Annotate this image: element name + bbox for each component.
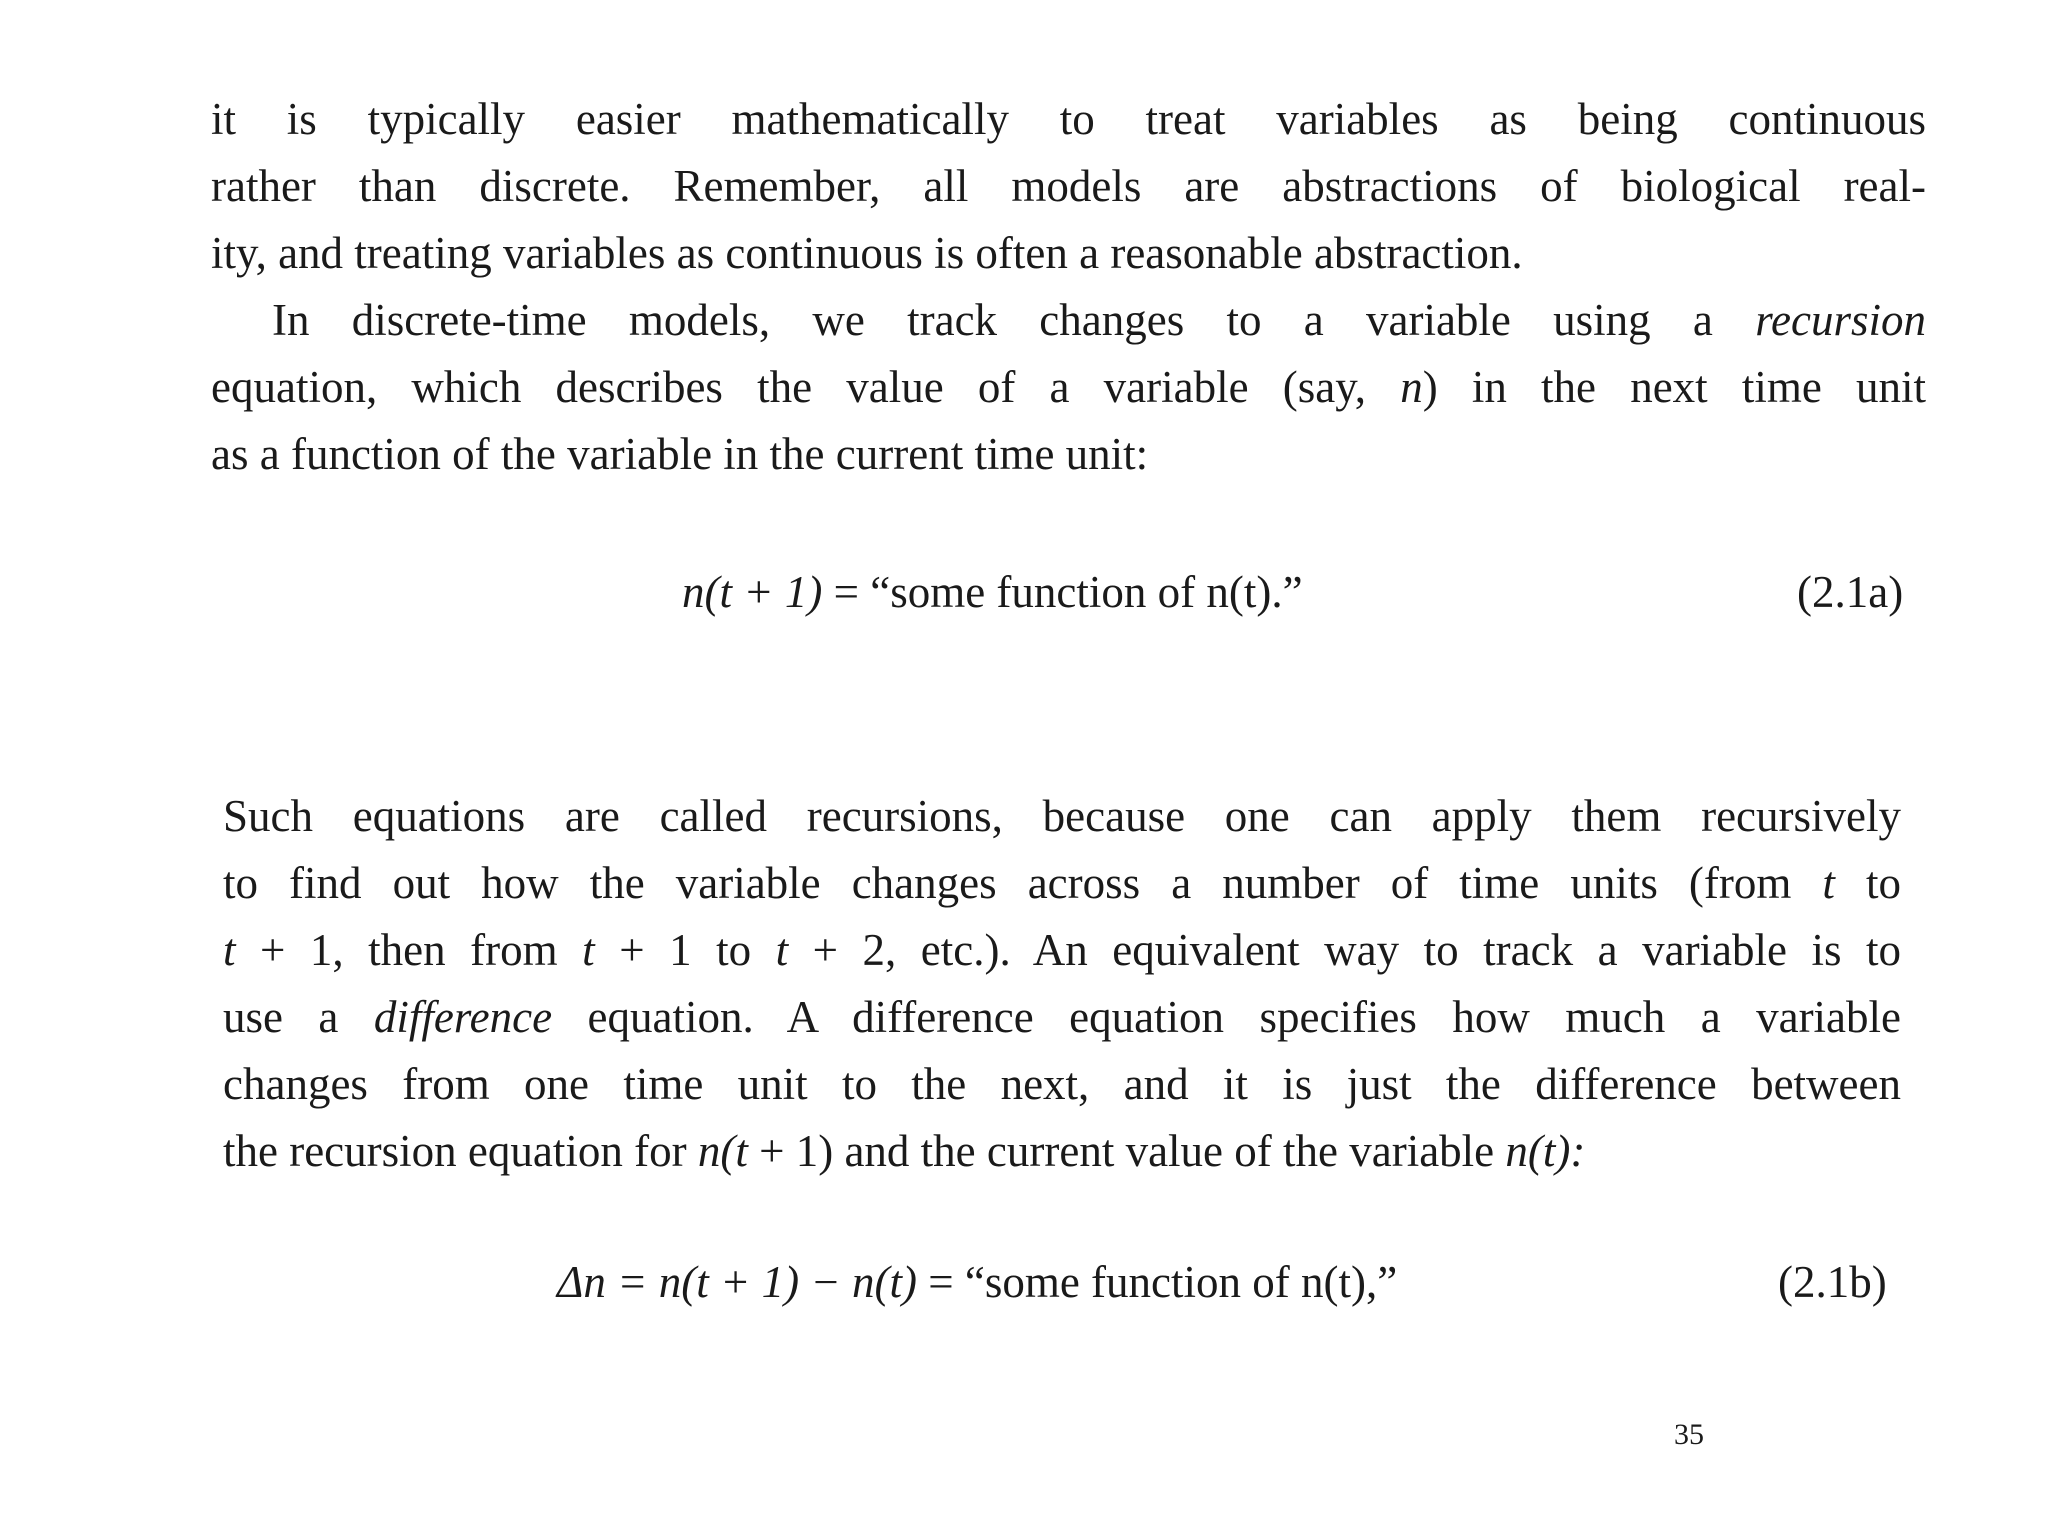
paragraph-2-line bbox=[211, 287, 1926, 354]
paragraph-3-text: + 1) and the current value of the variable bbox=[759, 1126, 1495, 1176]
paragraph-2-line bbox=[211, 354, 1926, 421]
equation-2-1a bbox=[682, 562, 1303, 622]
paragraph-3-text: to find out how the variable changes across a number of time units (from bbox=[223, 858, 1792, 908]
paragraph-3-text: equation. A difference equation specifies how much a variable bbox=[587, 992, 1902, 1042]
paragraph-3-text: + 2, etc.). An equivalent way to track a variable is to bbox=[812, 925, 1902, 975]
equation-lhs: n(t + 1) bbox=[682, 567, 823, 617]
equation-number: (2.1a) bbox=[1797, 567, 1904, 617]
text-block-bottom bbox=[223, 783, 1901, 1185]
paragraph-1-line: it is typically easier mathematically to treat variables as being continuous bbox=[211, 94, 1926, 144]
paragraph-2-text: In discrete-time models, we track changes to a variable using a bbox=[272, 295, 1713, 345]
paragraph-3-line bbox=[223, 984, 1901, 1051]
equation-number: (2.1b) bbox=[1778, 1257, 1887, 1307]
equation-rhs: = “some function of n(t),” bbox=[928, 1257, 1398, 1307]
difference-term: difference bbox=[373, 992, 553, 1042]
paragraph-1-line: rather than discrete. Remember, all models are abstractions of biological real- bbox=[211, 161, 1926, 211]
variable-t: t bbox=[775, 925, 789, 975]
paragraph-2-text: equation, which describes the value of a variable (say, bbox=[211, 362, 1367, 412]
expression-n-t: n(t bbox=[697, 1126, 748, 1176]
equation-lhs: Δn = n(t + 1) − n(t) bbox=[557, 1257, 917, 1307]
expression-n-t: n(t): bbox=[1505, 1126, 1586, 1176]
variable-n: n bbox=[1400, 362, 1423, 412]
paragraph-3-text: the recursion equation for bbox=[223, 1126, 687, 1176]
variable-t: t bbox=[223, 925, 236, 975]
paragraph-3-text: + 1, then from bbox=[260, 925, 558, 975]
paragraph-3-line: changes from one time unit to the next, and it is just the difference between bbox=[223, 1059, 1901, 1109]
paragraph-3-text: + 1 to bbox=[619, 925, 752, 975]
paragraph-3-text: use a bbox=[223, 992, 339, 1042]
variable-t: t bbox=[1822, 858, 1835, 908]
equation-rhs: = “some function of n(t).” bbox=[833, 567, 1303, 617]
paragraph-3-line bbox=[223, 1118, 1901, 1185]
variable-t: t bbox=[582, 925, 595, 975]
paragraph-3-line bbox=[223, 917, 1901, 984]
text-block-top bbox=[211, 86, 1926, 488]
paragraph-3-line: Such equations are called recursions, because one can apply them recursively bbox=[223, 791, 1901, 841]
paragraph-1-line: ity, and treating variables as continuous is often a reasonable abstraction. bbox=[211, 228, 1523, 278]
paragraph-3-line bbox=[223, 850, 1901, 917]
recursion-term: recursion bbox=[1755, 295, 1927, 345]
paragraph-2-text: ) in the next time unit bbox=[1422, 362, 1926, 412]
equation-2-1b bbox=[557, 1252, 1397, 1312]
paragraph-2-line: as a function of the variable in the current time unit: bbox=[211, 429, 1149, 479]
paragraph-3-text: to bbox=[1866, 858, 1902, 908]
page-number: 35 bbox=[1674, 1418, 1704, 1451]
